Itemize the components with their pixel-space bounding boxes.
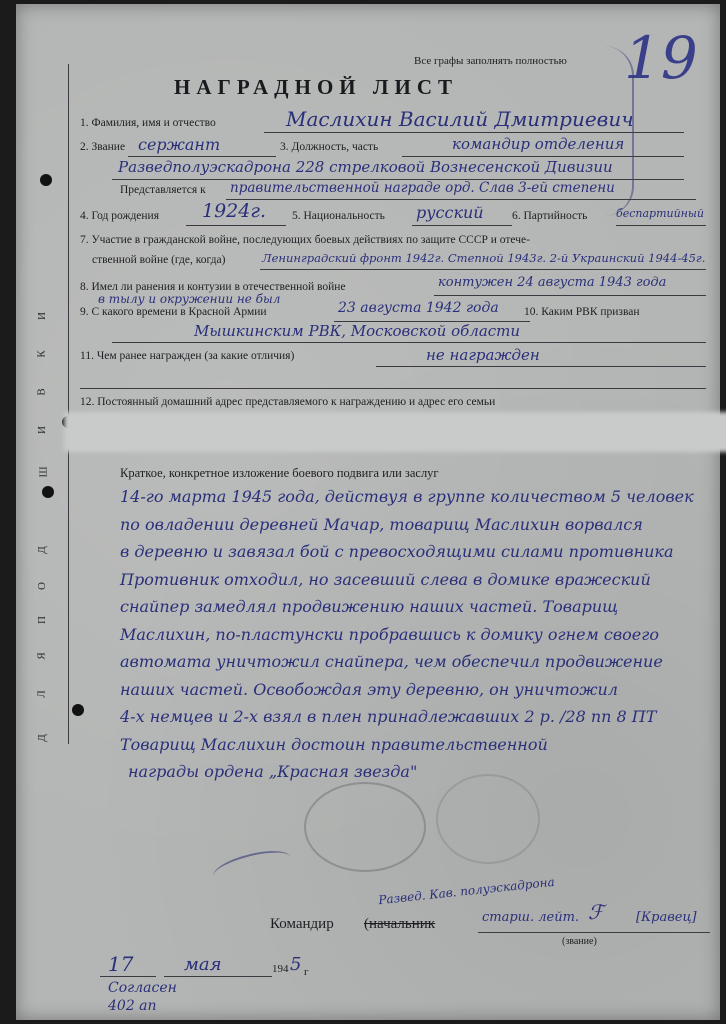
award-sheet: Д Л Я П О Д Ш И В К И Все графы заполнять полностью НАГРАДНОЙ ЛИСТ 19 1. Фамилия, имя и отчество Маслихин Василий Дмитриевич 2. Звание сержант 3. Должность, часть командир отделения Разведполуэскадрона 228 стрелковой Вознесенской Дивизии Представляется к правительственной награде орд. Слав 3-ей степени 4. Год рождения 1924г. 5. Национальность русский 6. Партийность беспартийный 7. Участие в гражданской войне, последующих боевых действиях по защите СССР и отече- ственной войне (где, когда) Ленинградский фронт 1942г. Степной 1943г. 2-й Украинский 1944-45г. 8. Имел ли ранения и контузии в отечественной войне контужен 24 августа 1943 года в тылу и окружении не был 9. С какого времени в Красной Армии 23 августа 1942 года 10. Каким РВК призван Мышкинским РВК, Московской области 11. Чем ранее награжден (за какие отличия) не награжден 12. Постоянный домашний адрес представляемого к награждению и адрес его семьи Краткое, конкретное изложение боевого подвига или заслуг 14-го марта 1945 года, действуя в группе количеством 5 человек по овладении деревней Мачар, товарищ Маслихин ворвался в деревню и завязал бой с превосходящими силами противника Противник отходил, но засевший слева в домике вражеский снайпер замедлял продвижению наших частей. Товарищ Маслихин, по-пластунски пробравшись к домику огнем своего автомата уничтожил снайпера, чем обеспечил продвижение наших частей. Освобождая эту деревню, он уничтожил 4-х немцев и 2-х взял в плен принадлежавших 2 р. /28 пп 8 ПТ Товарищ Маслихин достоин правительственной награды ордена „Красная звезда" Развед. Кав. полуэскадрона Командир (начальник старш. лейт. ℱ [Кравец] (звание) 17 мая 194 5 г Согласен 402 ап bbox=[16, 4, 720, 1020]
field-3-value: командир отделения bbox=[452, 135, 625, 153]
rank-handwritten: старш. лейт. bbox=[482, 910, 580, 925]
field-4-label: 4. Год рождения bbox=[80, 210, 159, 222]
story-line: по овладении деревней Мачар, товарищ Маслихин ворвался bbox=[120, 514, 643, 534]
field-10-label: 10. Каким РВК призван bbox=[524, 306, 640, 318]
field-3-label: 3. Должность, часть bbox=[280, 141, 379, 153]
name-handwritten: [Кравец] bbox=[636, 910, 697, 925]
field-7-label-line-1: 7. Участие в гражданской войне, последующих боевых действиях по защите СССР и отече- bbox=[80, 234, 530, 246]
header-note: Все графы заполнять полностью bbox=[414, 55, 567, 67]
present-label: Представляется к bbox=[120, 184, 206, 196]
field-2-value: сержант bbox=[138, 135, 221, 154]
binding-hole bbox=[72, 704, 84, 716]
story-line: 14-го марта 1945 года, действуя в группе количеством 5 человек bbox=[120, 487, 694, 506]
field-7-value: Ленинградский фронт 1942г. Степной 1943г. 2-й Украинский 1944-45г. bbox=[262, 251, 706, 265]
binding-hole bbox=[40, 174, 52, 186]
field-1-value: Маслихин Василий Дмитриевич bbox=[286, 107, 634, 131]
underline bbox=[616, 225, 706, 226]
underline bbox=[376, 366, 706, 367]
story-line: 4-х немцев и 2-х взял в плен принадлежавших 2 р. /28 пп 8 ПТ bbox=[120, 707, 657, 726]
underline bbox=[80, 388, 706, 389]
story-line: Маслихин, по-пластунски пробравшись к домику огнем своего bbox=[120, 624, 659, 644]
feat-heading: Краткое, конкретное изложение боевого подвига или заслуг bbox=[120, 466, 439, 480]
field-5-label: 5. Национальность bbox=[292, 210, 385, 222]
underline bbox=[186, 225, 286, 226]
footer-note-1: Согласен bbox=[108, 980, 177, 996]
date-day: 17 bbox=[108, 952, 134, 976]
story-line: Противник отходил, но засевший слева в домике вражеский bbox=[120, 569, 651, 589]
field-6-label: 6. Партийность bbox=[512, 210, 588, 222]
date-year-prefix: 194 bbox=[272, 963, 289, 975]
signature-unit-note: Развед. Кав. полуэскадрона bbox=[377, 874, 556, 908]
margin-rule bbox=[68, 64, 69, 744]
field-10-value: Мышкинским РВК, Московской области bbox=[194, 322, 521, 340]
underline bbox=[264, 132, 684, 133]
underline bbox=[402, 156, 684, 157]
signature-scribble bbox=[210, 845, 294, 890]
underline bbox=[100, 976, 156, 977]
unit-value: Разведполуэскадрона 228 стрелковой Вознесенской Дивизии bbox=[118, 158, 613, 176]
date-month: мая bbox=[184, 954, 222, 975]
underline bbox=[164, 976, 272, 977]
footer-note-2: 402 ап bbox=[108, 998, 157, 1014]
field-11-value: не награжден bbox=[426, 346, 540, 364]
story-line: наших частей. Освобождая эту деревню, он уничтожил bbox=[120, 679, 618, 699]
feat-story bbox=[120, 483, 694, 786]
field-2-label: 2. Звание bbox=[80, 141, 126, 153]
field-4-value: 1924г. bbox=[202, 200, 266, 222]
signature-mark: ℱ bbox=[588, 900, 604, 924]
date-year-suffix: 5 bbox=[290, 954, 302, 975]
field-12-label: 12. Постоянный домашний адрес представляемого к награждению и адрес его семьи bbox=[80, 396, 496, 408]
field-7-label-line-2: ственной войне (где, когда) bbox=[92, 254, 226, 266]
field-8-value-2: в тылу и окружении не был bbox=[98, 292, 281, 306]
underline bbox=[112, 342, 706, 343]
story-line: Товарищ Маслихин достоин правительственной bbox=[120, 734, 548, 754]
story-line: в деревню и завязал бой с превосходящими силами противника bbox=[120, 542, 674, 561]
field-1-label: 1. Фамилия, имя и отчество bbox=[80, 117, 216, 129]
field-9-value: 23 августа 1942 года bbox=[338, 300, 499, 316]
date-suffix: г bbox=[304, 966, 309, 978]
story-line: автомата уничтожил снайпера, чем обеспечил продвижение bbox=[120, 652, 663, 671]
underline bbox=[260, 269, 706, 270]
field-6-value: беспартийный bbox=[616, 207, 704, 220]
field-9-label: 9. С какого времени в Красной Армии bbox=[80, 306, 267, 318]
present-value: правительственной награде орд. Слав 3-ей степени bbox=[230, 180, 615, 196]
underline bbox=[412, 225, 512, 226]
redacted-address bbox=[64, 412, 726, 452]
document-title: НАГРАДНОЙ ЛИСТ bbox=[174, 75, 459, 99]
story-line: награды ордена „Красная звезда" bbox=[128, 762, 418, 781]
margin-number: 19 bbox=[624, 24, 698, 92]
story-line: снайпер замедлял продвижению наших частей. Товарищ bbox=[120, 597, 619, 616]
underline bbox=[434, 295, 706, 296]
field-11-label: 11. Чем ранее награжден (за какие отличия) bbox=[80, 350, 295, 362]
underline bbox=[128, 156, 276, 157]
chief-struck: (начальник bbox=[364, 916, 436, 932]
field-8-value-1: контужен 24 августа 1943 года bbox=[438, 275, 667, 290]
binding-hole bbox=[42, 486, 54, 498]
round-stamp-faint bbox=[436, 774, 540, 864]
commander-label: Командир bbox=[270, 916, 334, 932]
rank-caption: (звание) bbox=[562, 936, 597, 947]
underline bbox=[478, 932, 710, 933]
underline bbox=[226, 199, 696, 200]
field-8-label: 8. Имел ли ранения и контузии в отечественной войне bbox=[80, 281, 346, 293]
round-stamp bbox=[304, 782, 426, 872]
field-5-value: русский bbox=[416, 203, 484, 222]
